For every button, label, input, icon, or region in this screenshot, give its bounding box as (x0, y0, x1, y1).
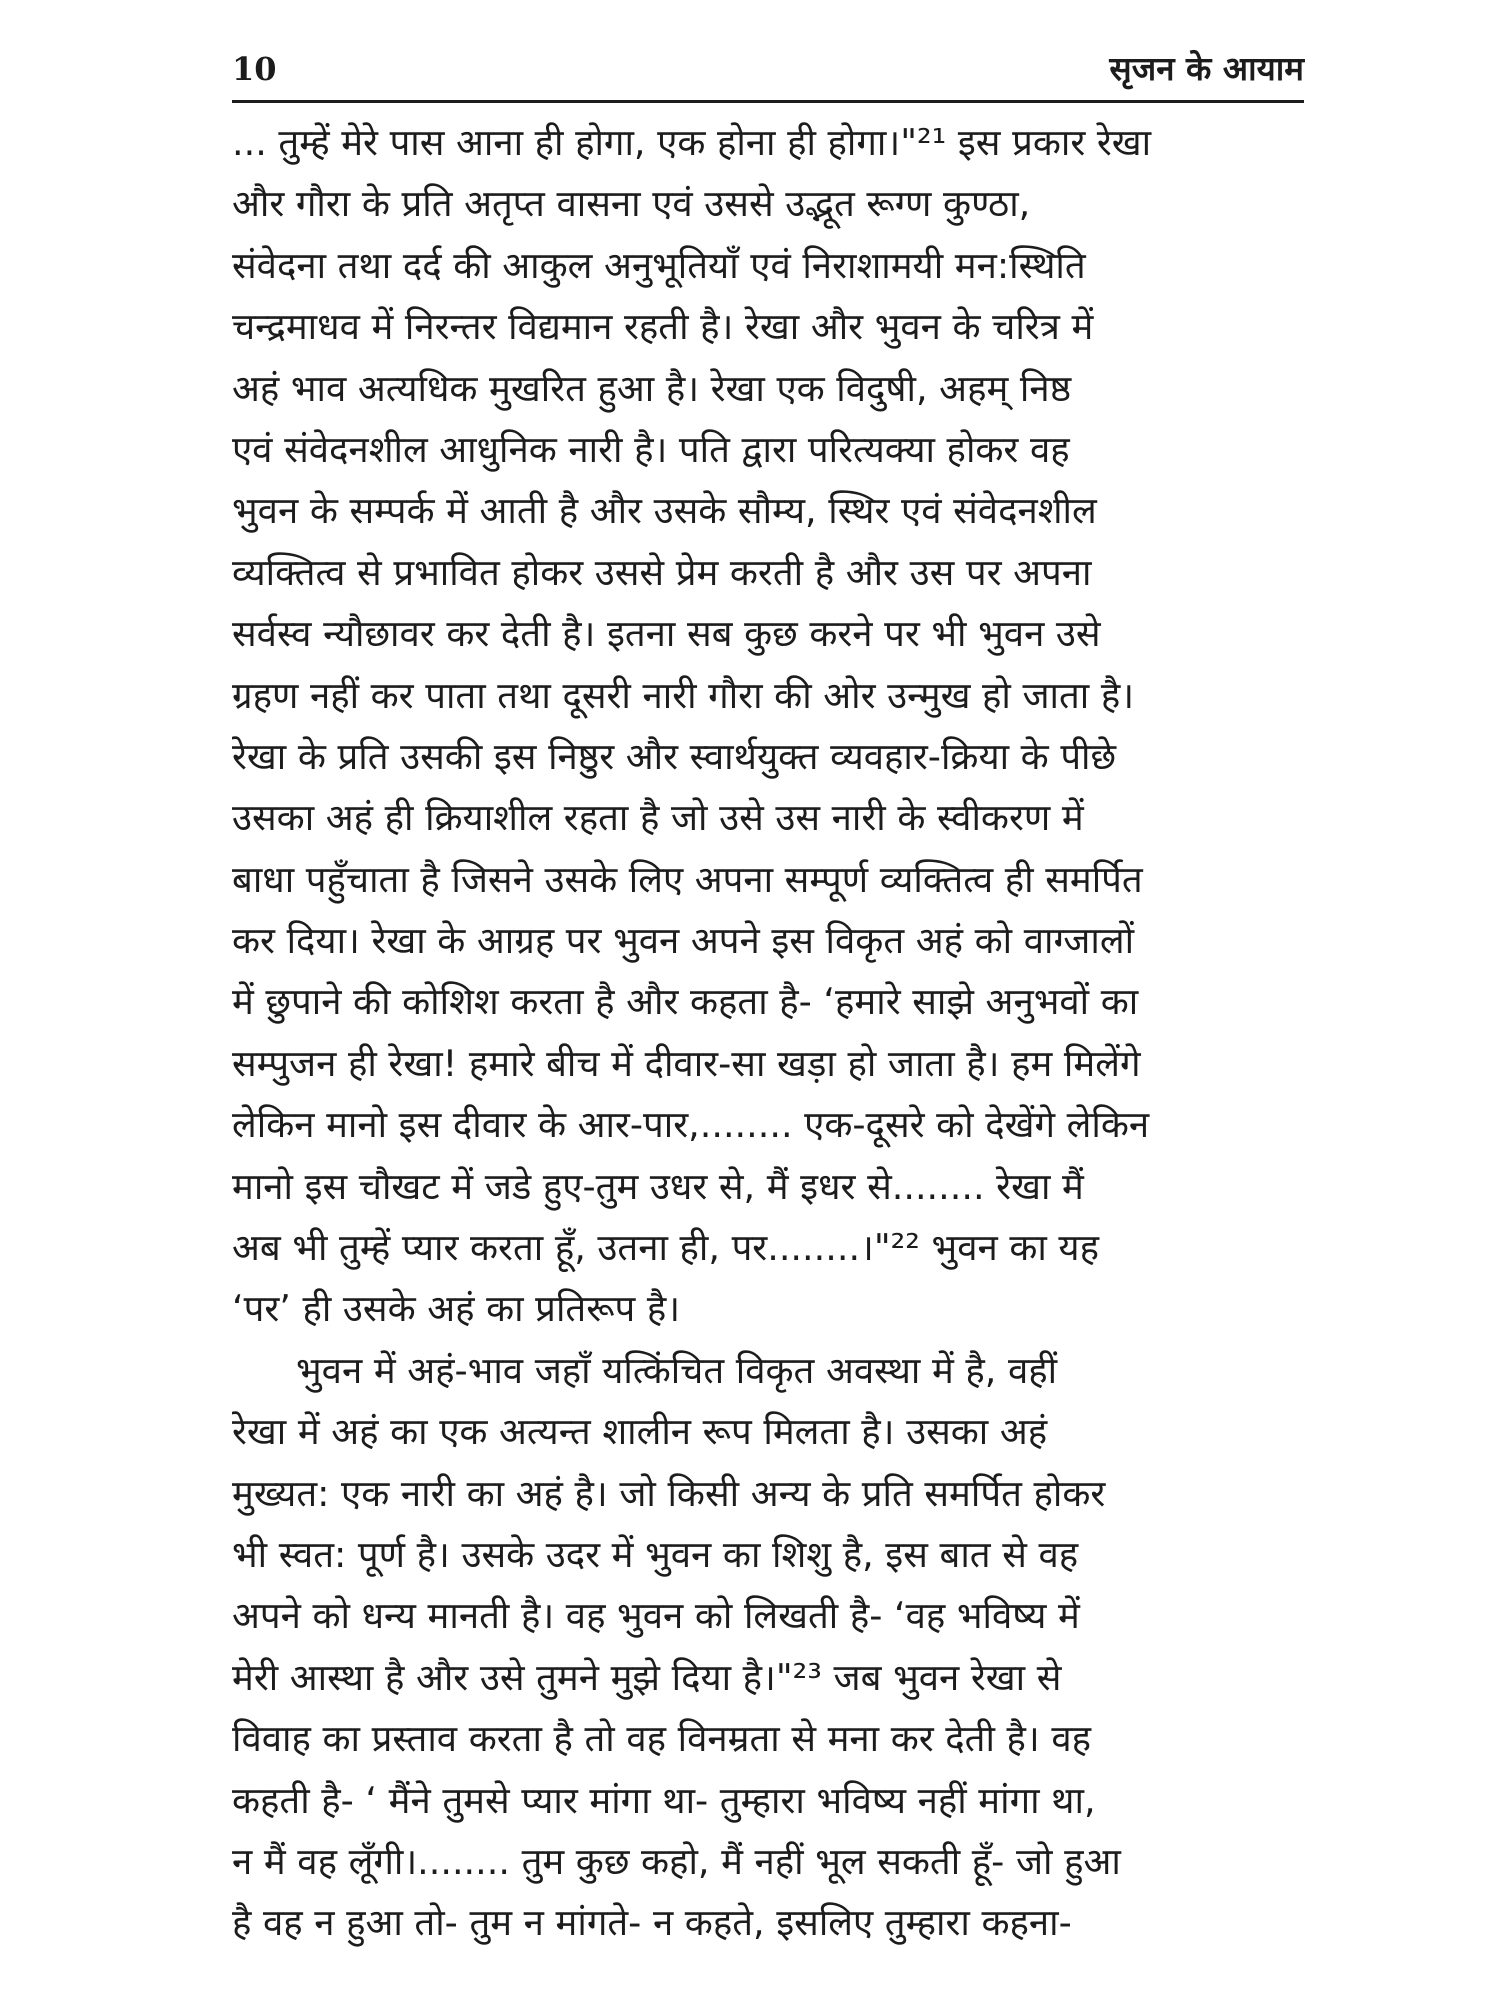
text-line: मुख्यत: एक नारी का अहं है। जो किसी अन्य के प्रति समर्पित होकर (232, 1471, 1106, 1515)
text-line: अपने को धन्य मानती है। वह भुवन को लिखती है- ‘वह भविष्य में (232, 1594, 1080, 1638)
text-line: है वह न हुआ तो- तुम न मांगते- न कहते, इसलिए तुम्हारा कहना- (232, 1901, 1072, 1945)
body-text (232, 112, 1304, 1954)
text-line: सम्पुजन ही रेखा! हमारे बीच में दीवार-सा खड़ा हो जाता है। हम मिलेंगे (232, 1041, 1141, 1085)
text-line: अब भी तुम्हें प्यार करता हूँ, उतना ही, पर........।"²² भुवन का यह (232, 1226, 1099, 1270)
paragraph (232, 112, 1304, 1340)
text-line: उसका अहं ही क्रियाशील रहता है जो उसे उस नारी के स्वीकरण में (232, 796, 1084, 840)
running-title: सृजन के आयाम (1109, 49, 1304, 88)
page-number: 10 (232, 50, 277, 88)
text-line: ... तुम्हें मेरे पास आना ही होगा, एक होना ही होगा।"²¹ इस प्रकार रेखा (232, 121, 1152, 164)
text-line: बाधा पहुँचाता है जिसने उसके लिए अपना सम्पूर्ण व्यक्तित्व ही समर्पित (232, 857, 1143, 901)
text-line: में छुपाने की कोशिश करता है और कहता है- ‘हमारे साझे अनुभवों का (232, 980, 1139, 1024)
text-line: व्यक्तित्व से प्रभावित होकर उससे प्रेम करती है और उस पर अपना (232, 550, 1092, 594)
header-rule (232, 100, 1304, 103)
text-line: चन्द्रमाधव में निरन्तर विद्यमान रहती है। रेखा और भुवन के चरित्र में (232, 305, 1094, 349)
text-line: रेखा के प्रति उसकी इस निष्ठुर और स्वार्थयुक्त व्यवहार-क्रिया के पीछे (232, 734, 1117, 778)
text-line: भुवन के सम्पर्क में आती है और उसके सौम्य, स्थिर एवं संवेदनशील (232, 489, 1097, 533)
paragraph (232, 1340, 1304, 1954)
text-line: सर्वस्व न्यौछावर कर देती है। इतना सब कुछ करने पर भी भुवन उसे (232, 612, 1101, 656)
text-line: अहं भाव अत्यधिक मुखरित हुआ है। रेखा एक विदुषी, अहम् निष्ठ (232, 366, 1072, 410)
text-line: भुवन में अहं-भाव जहाँ यत्किंचित विकृत अवस्था में है, वहीं (296, 1348, 1058, 1392)
text-line: विवाह का प्रस्ताव करता है तो वह विनम्रता से मना कर देती है। वह (232, 1717, 1092, 1761)
text-line: मानो इस चौखट में जडे हुए-तुम उधर से, मैं इधर से........ रेखा मैं (232, 1164, 1084, 1208)
text-line: ‘पर’ ही उसके अहं का प्रतिरूप है। (232, 1287, 681, 1331)
text-line: लेकिन मानो इस दीवार के आर-पार,........ एक-दूसरे को देखेंगे लेकिन (232, 1103, 1150, 1147)
page-header (232, 44, 1304, 96)
text-line: मेरी आस्था है और उसे तुमने मुझे दिया है।"²³ जब भुवन रेखा से (232, 1655, 1062, 1699)
text-line: न मैं वह लूँगी।........ तुम कुछ कहो, मैं नहीं भूल सकती हूँ- जो हुआ (232, 1839, 1121, 1883)
text-line: भी स्वत: पूर्ण है। उसके उदर में भुवन का शिशु है, इस बात से वह (232, 1532, 1079, 1576)
text-line: संवेदना तथा दर्द की आकुल अनुभूतियाँ एवं निराशामयी मन:स्थिति (232, 243, 1086, 287)
text-line: ग्रहण नहीं कर पाता तथा दूसरी नारी गौरा की ओर उन्मुख हो जाता है। (232, 673, 1135, 717)
text-line: कर दिया। रेखा के आग्रह पर भुवन अपने इस विकृत अहं को वाग्जालों (232, 919, 1135, 963)
text-line: एवं संवेदनशील आधुनिक नारी है। पति द्वारा परित्यक्या होकर वह (232, 427, 1070, 471)
text-line: कहती है- ‘ मैंने तुमसे प्यार मांगा था- तुम्हारा भविष्य नहीं मांगा था, (232, 1778, 1096, 1822)
text-line: और गौरा के प्रति अतृप्त वासना एवं उससे उद्भूत रूग्ण कुण्ठा, (232, 182, 1031, 226)
text-line: रेखा में अहं का एक अत्यन्त शालीन रूप मिलता है। उसका अहं (232, 1410, 1048, 1454)
